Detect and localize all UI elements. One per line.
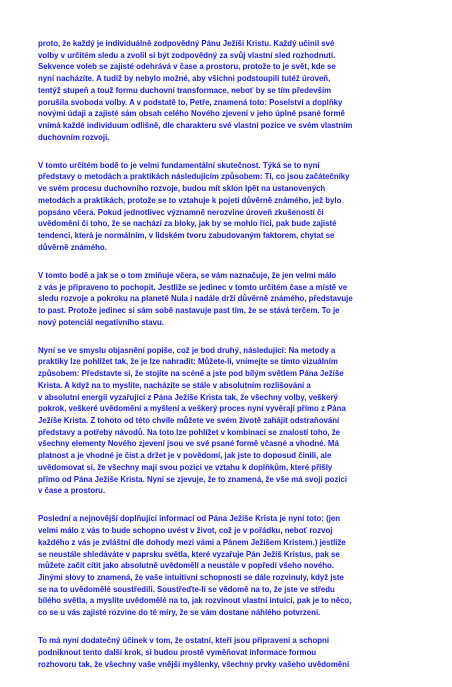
text-line: volby v určitém sledu a zvolil si být zodpovědný za svůj vlastní sled rozhodnutí. <box>38 50 336 60</box>
text-line: můžete začít cítit jako absolutně uvědomělí a neustále v popředí všeho nového. <box>38 561 334 571</box>
text-line: rozhovoru tak, že všechny vaše vnější myšlenky, všechny prvky vašeho uvědomění <box>38 659 350 669</box>
text-line: To má nyní dodatečný účinek v tom, že ostatní, kteří jsou připraveni a schopni <box>38 636 330 646</box>
paragraph <box>38 513 413 618</box>
text-line: se na to uvědomělé soustředili. Soustřeďte-li se vědomě na to, že jste ve středu <box>38 584 335 594</box>
text-line: uvědomovat si, že všechny mají svou pozici ve vztahu k doplňkům, které přišly <box>38 462 333 472</box>
paragraph <box>38 345 413 497</box>
text-line: duchovním rozvoji. <box>38 132 110 142</box>
text-line: platnost a je vhodné je číst a držet je v povědomí, jak jste to doposud činili, ale <box>38 451 332 461</box>
text-line: každého z vás je zvláštní dle dohody mezi vámi a Pánem Ježíšem Kristem.) jestliže <box>38 537 346 547</box>
text-line: v absolutní energii vyzařující z Pána Ježíše Krista tak, že všechny volby, veškerý <box>38 392 338 402</box>
text-line: popsáno včera. Pokud jednotlivec významně nerozvine úroveň zkušeností či <box>38 207 324 217</box>
paragraph <box>38 160 413 254</box>
text-line: přímo od Pána Ježíše Krista. Nyní se zjevuje, že to znamená, že vše má svoji pozici <box>38 474 348 484</box>
text-line: V tomto bodě a jak se o tom zmiňuje včera, se vám naznačuje, že jen velmi málo <box>38 270 337 280</box>
text-line: se neustále shledáváte v paprsku světla, které vyzařuje Pán Ježíš Kristus, pak se <box>38 549 340 559</box>
text-line: z vás je připraveno to pochopit. Jestliže se jedinec v tomto určitém čase a místě ve <box>38 282 348 292</box>
paragraph <box>38 635 413 670</box>
text-line: tendenci, která je normálním, v lidském tvoru zabudovaným faktorem, chytat se <box>38 231 335 241</box>
text-line: V tomto určitém bodě to je velmi fundamentální skutečnost. Týká se to nyní <box>38 160 320 170</box>
text-line: nový potenciál negativního stavu. <box>38 317 164 327</box>
text-line: proto, že každý je individuálně zodpovědný Pánu Ježíši Kristu. Každý učinil své <box>38 39 335 48</box>
text-line: Krista. A když na to myslíte, nacházíte se stále v absolutním rozlišování a <box>38 380 311 390</box>
text-line: vnímá každé individuum odlišně, dle charakteru své vlastní pozice ve svém vlastním <box>38 121 353 131</box>
paragraph <box>38 270 413 329</box>
text-line: pokrok, veškeré uvědomění a myšlení a veškerý proces nyní vyvěrají přímo z Pána <box>38 404 346 414</box>
text-line: praktiky lze pohlížet tak, že je lze nahradit: Můžete-li, vnímejte se tímto vizuálním <box>38 357 338 367</box>
text-line: nyní nacházíte. A tudíž by nebylo možné, aby všichni podstoupili tutéž úroveň, <box>38 74 331 84</box>
text-line: metodách a praktikách, protože se to vztahuje k pojetí důvěrně známého, jež bylo <box>38 195 342 205</box>
text-line: sledu rozvoje a pokroku na planetě Nula i nadále drží důvěrně známého, představuje <box>38 294 353 304</box>
text-line: představy o metodách a praktikách následujícím způsobem: Ti, co jsou začátečníky <box>38 172 350 182</box>
text-line: Poslední a nejnovější doplňující informací od Pána Ježíše Krista je nyní toto: (jen <box>38 514 341 524</box>
text-line: představy a potřeby návodů. Na toto lze pohlížet v kombinaci se znalostí toho, že <box>38 427 341 437</box>
document-page <box>38 38 413 687</box>
text-line: to past. Protože jedinec si sám sobě nastavuje past tím, že se stává terčem. To je <box>38 305 340 315</box>
text-line: bílého světla, a myslíte uvědomělé na to, jak rozvinout vlastní intuici, pak je to něco, <box>38 596 352 606</box>
text-line: v čase a prostoru. <box>38 486 106 496</box>
text-line: porušila svoboda volby. A v podstatě to, Petře, znamená toto: Poselství a doplňky <box>38 97 343 107</box>
text-line: důvěrně známého. <box>38 242 107 252</box>
text-line: velmi málo z vás to bude schopno uvést v život, což je v pořádku, neboť rozvoj <box>38 526 333 536</box>
text-line: ve svém procesu duchovního rozvoje, budou mít sklon lpět na ustanovených <box>38 184 326 194</box>
text-line: podniknout tento další krok, si budou prostě vyměňovat informace formou <box>38 647 317 657</box>
text-line: uvědomění či toho, že se nachází za bloky, jak by se mohlo říci, pak bude zajisté <box>38 219 337 229</box>
text-line: Ježíše Krista. Z tohoto od této chvíle můžete ve svém životě zahájit odstraňování <box>38 416 340 426</box>
text-line: Sekvence voleb se zajisté odehrává v čase a prostoru, protože to je svět, kde se <box>38 62 336 72</box>
text-line: co se u vás zajisté rozvine do té míry, že se vám dostane náhlého potvrzení. <box>38 608 321 618</box>
text-line: Nyní se ve smyslu objasnění popiše, což je bod druhý, následující: Na metody a <box>38 345 336 355</box>
paragraph <box>38 38 413 143</box>
text-line: způsobem: Představte si, že stojíte na scéně a jste pod bílým světlem Pána Ježíše <box>38 369 344 379</box>
text-line: všechny elementy Nového zjevení jsou ve své psané formě včasné a vhodné. Má <box>38 439 339 449</box>
text-line: Jinými slovy to znamená, že vaše intuitivní schopnosti se dále rozvinuly, když jste <box>38 572 344 582</box>
text-line: tentýž stupeň a touž formu duchovní transformace, neboť by se tím především <box>38 85 332 95</box>
text-line: novými údaji a zajisté sám obsah celého Nového zjevení v jeho úplné psané formě <box>38 109 345 119</box>
